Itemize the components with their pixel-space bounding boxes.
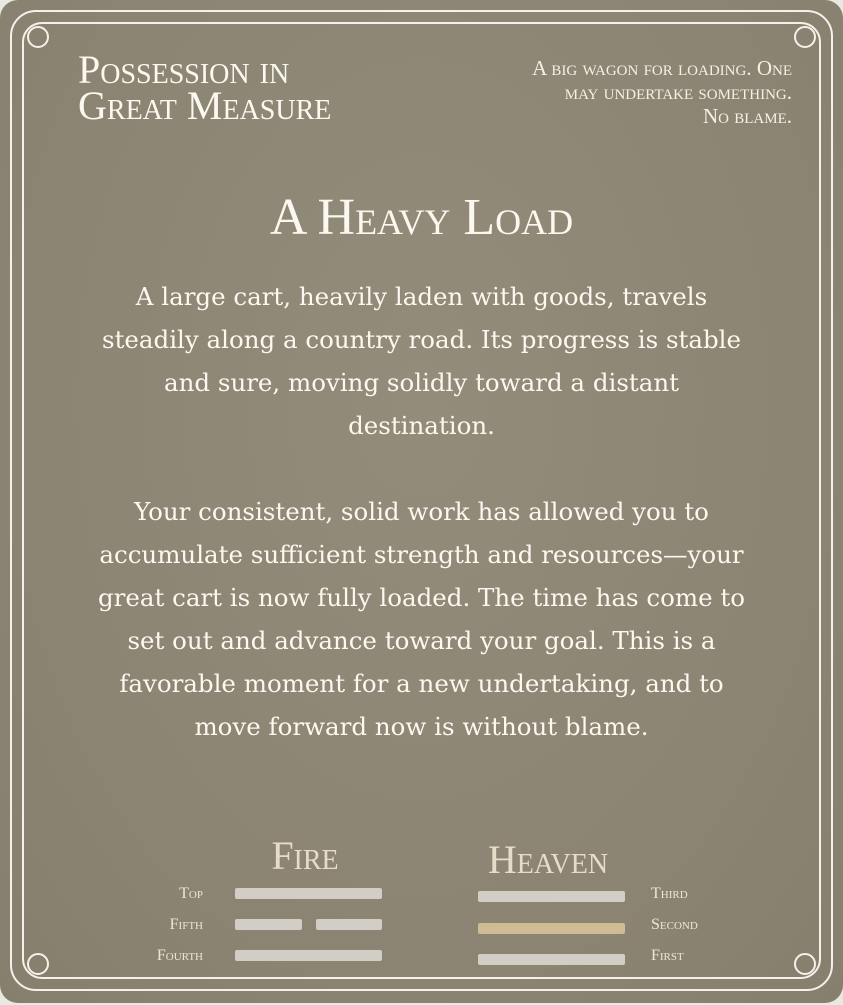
title-line: Possession in — [78, 47, 290, 92]
corner-ornament-icon — [27, 953, 49, 975]
solid-line — [235, 950, 382, 961]
solid-line — [478, 954, 625, 965]
paragraph: A large cart, heavily laden with goods, travels steadily along a country road. Its progress is stable and sure, moving solidly toward a distant destination. — [102, 282, 741, 440]
line-label: Top — [179, 885, 203, 902]
line-label: First — [651, 947, 684, 964]
judgment-text — [432, 56, 792, 128]
broken-line-right — [316, 919, 382, 930]
judgment-line: may undertake something. — [564, 80, 792, 104]
corner-ornament-icon — [794, 26, 816, 48]
hexagram-title — [78, 47, 332, 128]
corner-ornament-icon — [794, 953, 816, 975]
reading-text — [95, 275, 748, 791]
changing-line — [478, 923, 625, 934]
line-label: Second — [651, 916, 698, 933]
line-label: Fourth — [156, 947, 203, 964]
judgment-line: A big wagon for loading. One — [532, 56, 792, 80]
solid-line — [478, 891, 625, 902]
lower-trigram-name: Heaven — [487, 837, 609, 882]
line-title: A Heavy Load — [269, 189, 574, 246]
corner-ornament-icon — [27, 26, 49, 48]
line-label: Fifth — [169, 916, 203, 933]
solid-line — [235, 888, 382, 899]
line-label: Third — [651, 885, 688, 902]
paragraph: Your consistent, solid work has allowed you to accumulate sufficient strength and resources—your great cart is now fully loaded. The time has come to set out and advance toward your goal. This is a favorable moment for a new undertaking, and to move forward now is without blame. — [97, 497, 745, 741]
judgment-line: No blame. — [703, 104, 792, 128]
title-line: Great Measure — [78, 83, 332, 128]
upper-trigram-name: Fire — [271, 833, 339, 878]
broken-line-left — [235, 919, 302, 930]
